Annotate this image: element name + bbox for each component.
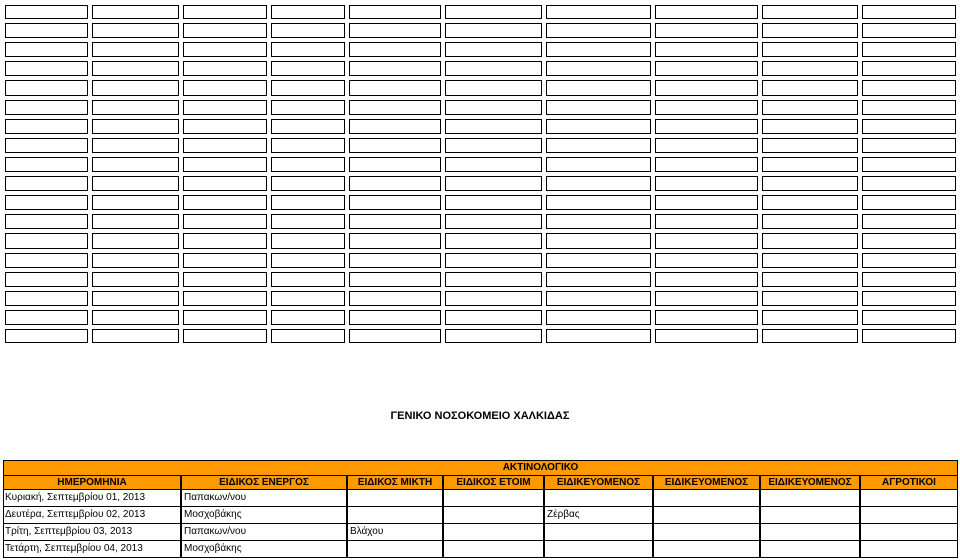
table-cell: Παπακων/νου <box>181 490 347 507</box>
hospital-title: ΓΕΝΙΚΟ ΝΟΣΟΚΟΜΕΙΟ ΧΑΛΚΙΔΑΣ <box>390 410 570 422</box>
table-cell <box>653 507 760 524</box>
table-cell: Μοσχοβάκης <box>181 507 347 524</box>
table-cell <box>443 541 544 558</box>
col-header-resident-3: ΕΙΔΙΚΕΥΟΜΕΝΟΣ <box>760 475 860 490</box>
table-cell-date: Κυριακή, Σεπτεμβρίου 01, 2013 <box>3 490 181 507</box>
table-cell: Παπακων/νου <box>181 524 347 541</box>
table-cell-date: Τρίτη, Σεπτεμβρίου 03, 2013 <box>3 524 181 541</box>
table-cell <box>443 524 544 541</box>
col-header-specialist-active: ΕΙΔΙΚΟΣ ΕΝΕΡΓΟΣ <box>181 475 347 490</box>
table-cell <box>860 524 958 541</box>
table-cell <box>860 507 958 524</box>
table-cell <box>653 541 760 558</box>
table-cell <box>860 490 958 507</box>
table-cell <box>443 490 544 507</box>
table-cell-date: Δευτέρα, Σεπτεμβρίου 02, 2013 <box>3 507 181 524</box>
table-cell <box>760 507 860 524</box>
table-cell <box>544 541 653 558</box>
table-cell: Μοσχοβάκης <box>181 541 347 558</box>
table-cell <box>760 524 860 541</box>
table-cell <box>347 541 443 558</box>
table-cell <box>347 507 443 524</box>
table-cell <box>653 490 760 507</box>
table-cell <box>443 507 544 524</box>
table-cell <box>760 490 860 507</box>
table-cell <box>544 490 653 507</box>
table-cell <box>544 524 653 541</box>
col-header-rural: ΑΓΡΟΤΙΚΟΙ <box>860 475 958 490</box>
department-band: ΑΚΤΙΝΟΛΟΓΙΚΟ <box>3 460 958 475</box>
table-cell <box>860 541 958 558</box>
table-cell <box>653 524 760 541</box>
table-cell: Βλάχου <box>347 524 443 541</box>
table-cell: Ζέρβας <box>544 507 653 524</box>
col-header-resident-2: ΕΙΔΙΚΕΥΟΜΕΝΟΣ <box>653 475 760 490</box>
col-header-resident-1: ΕΙΔΙΚΕΥΟΜΕΝΟΣ <box>544 475 653 490</box>
table-cell <box>760 541 860 558</box>
col-header-date: ΗΜΕΡΟΜΗΝΙΑ <box>3 475 181 490</box>
table-cell <box>347 490 443 507</box>
col-header-specialist-ready: ΕΙΔΙΚΟΣ ΕΤΟΙΜ <box>443 475 544 490</box>
table-cell-date: Τετάρτη, Σεπτεμβρίου 04, 2013 <box>3 541 181 558</box>
col-header-specialist-mixed: ΕΙΔΙΚΟΣ ΜΙΚΤΗ <box>347 475 443 490</box>
